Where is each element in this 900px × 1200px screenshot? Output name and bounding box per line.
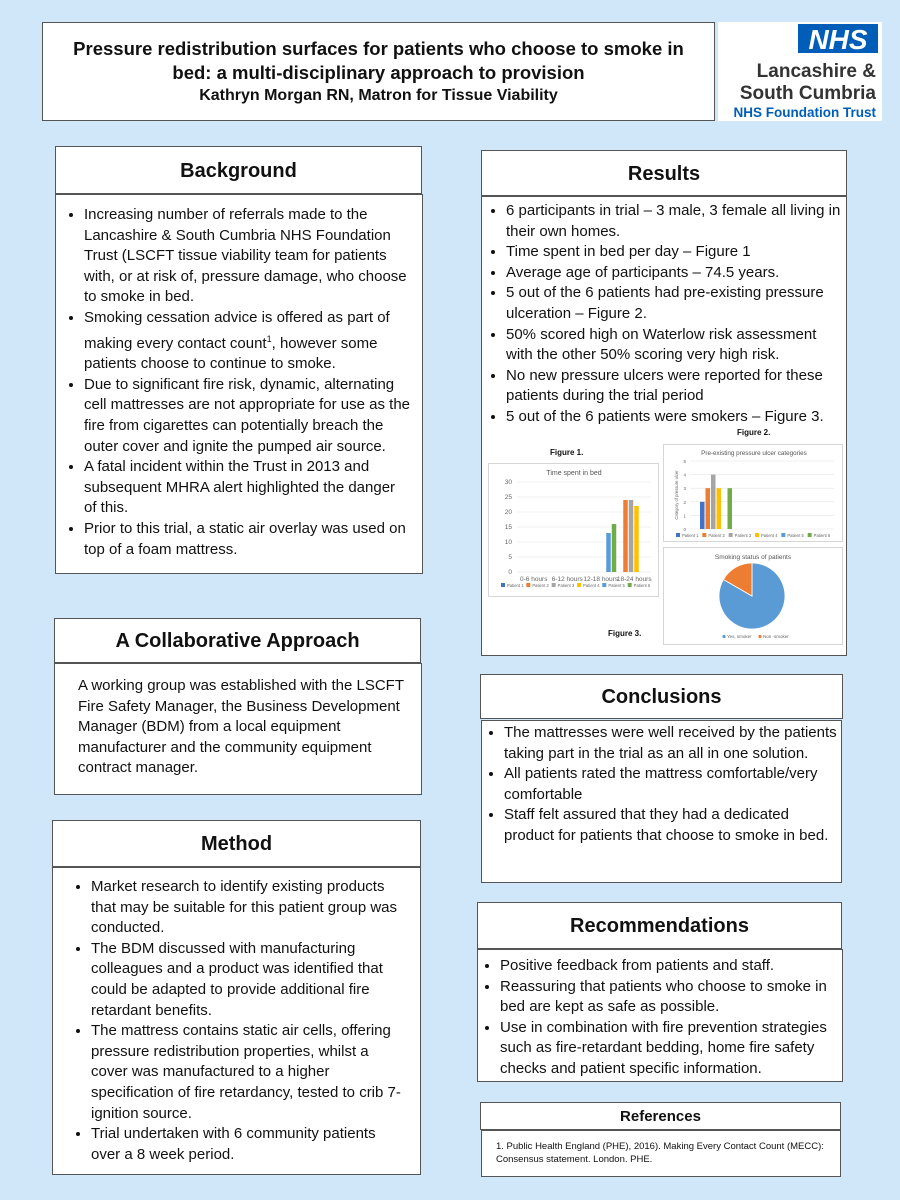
collaborative-section [54, 663, 422, 795]
y-tick-label: 10 [504, 539, 512, 546]
results-item: • Time spent in bed per day – Figure 1 [506, 242, 842, 263]
recommendations-section [477, 949, 843, 1082]
results-heading: Results [481, 150, 847, 196]
results-item: • Average age of participants – 74.5 years. [506, 263, 842, 284]
legend-swatch [722, 635, 725, 638]
conclusions-list [482, 723, 839, 847]
legend-swatch [676, 533, 680, 537]
recommendation-item: • Reassuring that patients who choose to smoke in bed are kept as safe as possible. [500, 977, 842, 1018]
y-tick-label: 30 [504, 479, 512, 486]
bar [606, 533, 611, 572]
legend-label: Patient 6 [813, 533, 831, 538]
legend-swatch [729, 533, 733, 537]
legend-swatch [758, 635, 761, 638]
method-item: • The BDM discussed with manufacturing colleagues and a product was identified that could be adapted to provide additional fire retardant benefits. [91, 939, 408, 1021]
figure-1-chart [488, 463, 659, 597]
chart-title: Time spent in bed [546, 470, 602, 477]
legend-label: Patient 5 [608, 583, 625, 588]
logo-line-1: Lancashire & [756, 61, 876, 82]
legend-label: Patient 3 [557, 583, 575, 588]
background-heading: Background [55, 146, 422, 194]
results-item: • No new pressure ulcers were reported for these patients during the trial period [506, 366, 842, 407]
results-item: • 50% scored high on Waterlow risk assessment with the other 50% scoring very high risk. [506, 325, 842, 366]
method-heading: Method [52, 820, 421, 867]
legend-swatch [628, 583, 632, 587]
recommendations-list [478, 956, 842, 1080]
results-item: • 5 out of the 6 patients were smokers – Figure 3. [506, 407, 842, 428]
legend-label: Patient 1 [682, 533, 699, 538]
background-item [84, 457, 410, 519]
conclusions-heading: Conclusions [480, 674, 843, 719]
bar [728, 488, 733, 529]
legend-swatch [501, 583, 505, 587]
background-item-text: Smoking cessation advice is offered as part of making every contact count [84, 308, 390, 352]
bar [706, 488, 711, 529]
logo-line-3: NHS Foundation Trust [733, 105, 876, 120]
legend-label: Patient 6 [633, 583, 651, 588]
x-tick-label: 0-6 hours [520, 576, 548, 583]
y-tick-label: 3 [683, 486, 686, 492]
background-item [84, 519, 410, 560]
method-item: • Market research to identify existing products that may be suitable for this patient group was conducted. [91, 877, 408, 939]
bar [634, 506, 639, 572]
ulcer-category-chart [664, 445, 842, 541]
legend-swatch [755, 533, 759, 537]
poster-title: Pressure redistribution surfaces for patients who choose to smoke in bed: a multi-disciplinary approach to provision [73, 38, 684, 83]
smoking-status-chart [664, 548, 842, 644]
nhs-logo-graphic [718, 22, 882, 121]
results-item: • 6 participants in trial – 3 male, 3 female all living in their own homes. [506, 201, 842, 242]
legend-swatch [552, 583, 556, 587]
y-axis-label: Category of pressure ulcer [674, 470, 679, 520]
figure-3-label: Figure 3. [608, 629, 642, 638]
y-tick-label: 0 [683, 527, 686, 532]
legend-swatch [602, 583, 606, 587]
collaborative-heading: A Collaborative Approach [54, 618, 421, 663]
y-tick-label: 4 [683, 472, 686, 478]
y-tick-label: 25 [504, 494, 512, 501]
background-item-text: A fatal incident within the Trust in 2013 and subsequent MHRA alert highlighted the danger of this. [84, 458, 396, 517]
legend-label: Patient 3 [734, 533, 752, 538]
poster-author: Kathryn Morgan RN, Matron for Tissue Viability [199, 87, 558, 104]
footnote-marker: 1 [266, 333, 272, 344]
background-item [84, 375, 410, 457]
collaborative-text: A working group was established with the LSCFT Fire Safety Manager, the Business Development Manager (BDM) from a local equipment manufacturer and the community equipment contract manager. [78, 677, 404, 777]
recommendation-item: • Use in combination with fire prevention strategies such as fire-retardant bedding, home fire safety checks and patient specific information. [500, 1018, 842, 1080]
legend-swatch [702, 533, 706, 537]
method-item: • The mattress contains static air cells, offering pressure redistribution properties, whilst a cover was manufactured to a higher specification of fire retardancy, tested to crib 7-ignition source. [91, 1021, 408, 1124]
nhs-badge-text: NHS [808, 24, 868, 55]
legend-swatch [808, 533, 812, 537]
legend-label: Yes, smoker [727, 634, 752, 639]
bar [717, 488, 722, 529]
nhs-logo [718, 22, 882, 121]
time-in-bed-chart [489, 464, 658, 596]
conclusion-item: • All patients rated the mattress comfortable/very comfortable [504, 764, 839, 805]
y-tick-label: 15 [504, 524, 512, 531]
conclusions-section [481, 720, 842, 883]
conclusion-item: • Staff felt assured that they had a dedicated product for patients that choose to smoke in bed. [504, 805, 839, 846]
legend-label: Patient 2 [532, 583, 549, 588]
reference-text: 1. Public Health England (PHE), 2016). Making Every Contact Count (MECC): Consensus statement. London. PHE. [496, 1141, 824, 1165]
y-tick-label: 0 [508, 569, 512, 576]
legend-swatch [526, 583, 530, 587]
legend-label: Patient 4 [583, 583, 600, 588]
legend-label: Patient 1 [507, 583, 524, 588]
figure-3-chart [663, 547, 843, 645]
chart-title: Pre-existing pressure ulcer categories [701, 450, 807, 457]
figure-1-label: Figure 1. [550, 448, 584, 457]
y-tick-label: 5 [683, 459, 686, 464]
background-item [84, 205, 410, 308]
background-item-text: Prior to this trial, a static air overlay was used on top of a foam mattress. [84, 519, 406, 558]
results-list [484, 201, 842, 428]
references-section [481, 1130, 841, 1177]
bar [623, 500, 628, 572]
bar [711, 475, 716, 529]
y-tick-label: 1 [683, 513, 686, 519]
method-item: • Trial undertaken with 6 community patients over a 8 week period. [91, 1124, 408, 1165]
background-item-text: Due to significant fire risk, dynamic, alternating cell mattresses are not appropriate for use as the fire from cigarettes can potentially breach the outer cover and ignite the pumped air source. [84, 375, 411, 455]
legend-label: Non -smoker [763, 634, 789, 639]
recommendation-item: • Positive feedback from patients and staff. [500, 956, 842, 977]
figure-2-label: Figure 2. [737, 428, 771, 437]
legend-label: Patient 5 [787, 533, 804, 538]
legend-swatch [781, 533, 785, 537]
background-item [84, 308, 410, 375]
background-item-text: Increasing number of referrals made to the Lancashire & South Cumbria NHS Foundation Trust (LSCFT tissue viability team for patients with, or at risk of, pressure damage, who choose to smoke in bed. [84, 206, 407, 306]
legend-label: Patient 2 [708, 533, 725, 538]
bar [629, 500, 634, 572]
legend-label: Patient 4 [761, 533, 778, 538]
background-item-text: , however some patients choose to continue to smoke. [84, 334, 378, 373]
results-item: • 5 out of the 6 patients had pre-existing pressure ulceration – Figure 2. [506, 283, 842, 324]
references-heading: References [480, 1102, 841, 1130]
figure-2-chart [663, 444, 843, 542]
x-tick-label: 18-24 hours [616, 576, 652, 583]
logo-line-2: South Cumbria [739, 83, 876, 104]
y-tick-label: 20 [504, 509, 512, 516]
bar [700, 502, 705, 529]
legend-swatch [577, 583, 581, 587]
background-section [55, 194, 423, 574]
bar [612, 524, 617, 572]
poster-title-box [42, 22, 715, 121]
conclusion-item: • The mattresses were well received by the patients taking part in the trial as an all in one solution. [504, 723, 839, 764]
method-list [69, 877, 408, 1165]
y-tick-label: 5 [508, 554, 512, 561]
background-list [62, 205, 410, 560]
x-tick-label: 6-12 hours [551, 576, 583, 583]
y-tick-label: 2 [683, 499, 686, 505]
method-section [52, 867, 421, 1175]
chart-title: Smoking status of patients [714, 554, 792, 561]
x-tick-label: 12-18 hours [583, 576, 619, 583]
recommendations-heading: Recommendations [477, 902, 842, 949]
